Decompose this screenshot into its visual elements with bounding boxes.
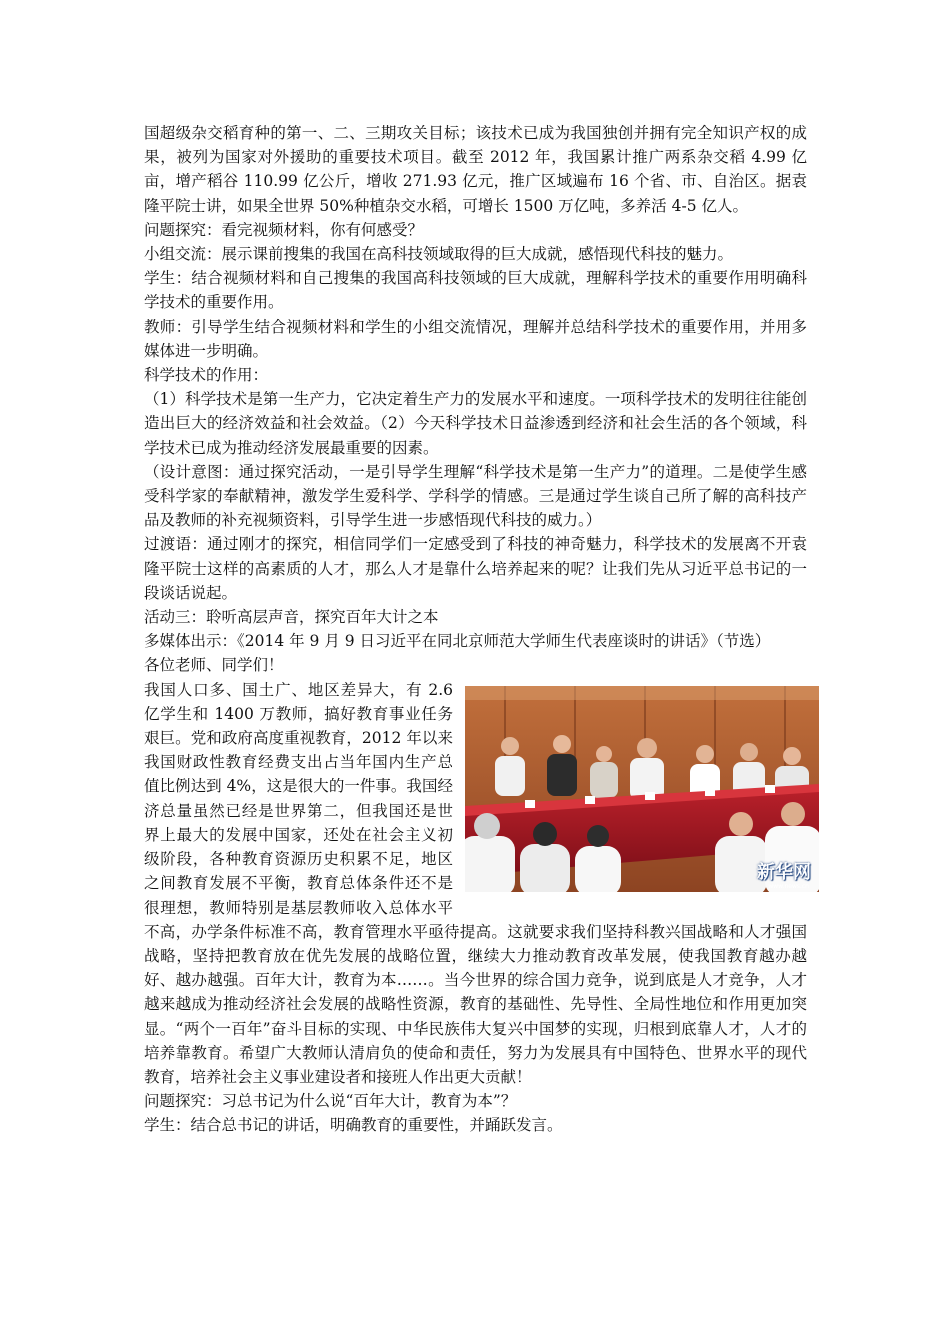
paragraph: 教师：引导学生结合视频材料和学生的小组交流情况，理解并总结科学技术的重要作用，并用多媒体进一步明确。 — [144, 317, 807, 360]
paragraph: 学生：结合总书记的讲话，明确教育的重要性，并踊跃发言。 — [144, 1116, 563, 1135]
paragraph: 活动三：聆听高层声音，探究百年大计之本 — [144, 608, 439, 627]
speech-section — [144, 678, 811, 1089]
document-page — [144, 121, 811, 1138]
paragraph: 科学技术的作用： — [144, 366, 269, 385]
paragraph: 问题探究：习总书记为什么说“百年大计，教育为本”？ — [144, 1092, 517, 1111]
watermark-logo: 新华网 — [757, 861, 811, 883]
paragraph: 学生：结合视频材料和自己搜集的我国高科技领域的巨大成就，理解科学技术的重要作用明确科学技术的重要作用。 — [144, 269, 807, 312]
bottom-paragraphs — [144, 1089, 807, 1137]
meeting-photo — [465, 686, 819, 892]
paragraph: 问题探究：看完视频材料，你有何感受？ — [144, 220, 424, 239]
watermark-url: www.news.cn — [768, 882, 809, 890]
paragraph: 国超级杂交稻育种的第一、二、三期攻关目标；该技术已成为我国独创并拥有完全知识产权的成果，被列为国家对外援助的重要技术项目。截至 2012 年，我国累计推广两系杂交稻 4.99 亿亩，增产稻谷 110.99 亿公斤，增收 271.93 亿元，推广区域遍布 16 个省、市、自治区。据袁隆平院士讲，如果全世界 50%种植杂交水稻，可增长 1500 万亿吨，多养活 4-5 亿人。 — [144, 124, 807, 215]
paragraph: （设计意图：通过探究活动，一是引导学生理解“科学技术是第一生产力”的道理。二是使学生感受科学家的奉献精神，激发学生爱科学、学科学的情感。三是通过学生谈自己所了解的高科技产品及教师的补充视频资料，引导学生进一步感悟现代科技的威力。） — [144, 462, 807, 530]
paragraph: （1）科学技术是第一生产力，它决定着生产力的发展水平和速度。一项科学技术的发明往往能创造出巨大的经济效益和社会效益。（2）今天科学技术日益渗透到经济和社会生活的各个领域，科学技术已成为推动经济发展最重要的因素。 — [144, 390, 807, 457]
top-paragraphs — [144, 121, 807, 678]
paragraph: 小组交流：展示课前搜集的我国在高科技领域取得的巨大成就，感悟现代科技的魅力。 — [144, 245, 734, 264]
paragraph: 各位老师、同学们！ — [144, 656, 284, 675]
paragraph: 多媒体出示：《2014 年 9 月 9 日习近平在同北京师范大学师生代表座谈时的讲话》（节选） — [144, 632, 771, 651]
paragraph: 过渡语：通过刚才的探究，相信同学们一定感受到了科技的神奇魅力，科学技术的发展离不开袁隆平院士这样的高素质的人才，那么人才是靠什么培养起来的呢？让我们先从习近平总书记的一段谈话说起。 — [144, 535, 807, 602]
speech-text: 我国人口多、国土广、地区差异大，有 2.6 亿学生和 1400 万教师，搞好教育事业任务艰巨。党和政府高度重视教育，2012 年以来我国财政性教育经费支出占当年国内生产总值比例达到 4%，这是很大的一件事。我国经济总量虽然已经是世界第二，但我国还是世界上最大的发展中国家，还处在社会主义初级阶段，各种教育资源历史积累不足，地区之间教育发展不平衡，教育总体条件还不是很理想，教师特别是基层教师收入总体水平不高，办学条件标准不高，教育管理水平亟待提高。这就要求我们坚持科教兴国战略和人才强国战略，坚持把教育放在优先发展的战略位置，继续大力推动教育改革发展，使我国教育越办越好、越办越强。百年大计，教育为本……。当今世界的综合国力竞争，说到底是人才竞争，人才越来越成为推动经济社会发展的战略性资源，教育的基础性、先导性、全局性地位和作用更加突显。“两个一百年”奋斗目标的实现、中华民族伟大复兴中国梦的实现，归根到底靠人才，人才的培养靠教育。希望广大教师认清肩负的使命和责任，努力为发展具有中国特色、世界水平的现代教育，培养社会主义事业建设者和接班人作出更大贡献！ — [144, 680, 807, 1086]
